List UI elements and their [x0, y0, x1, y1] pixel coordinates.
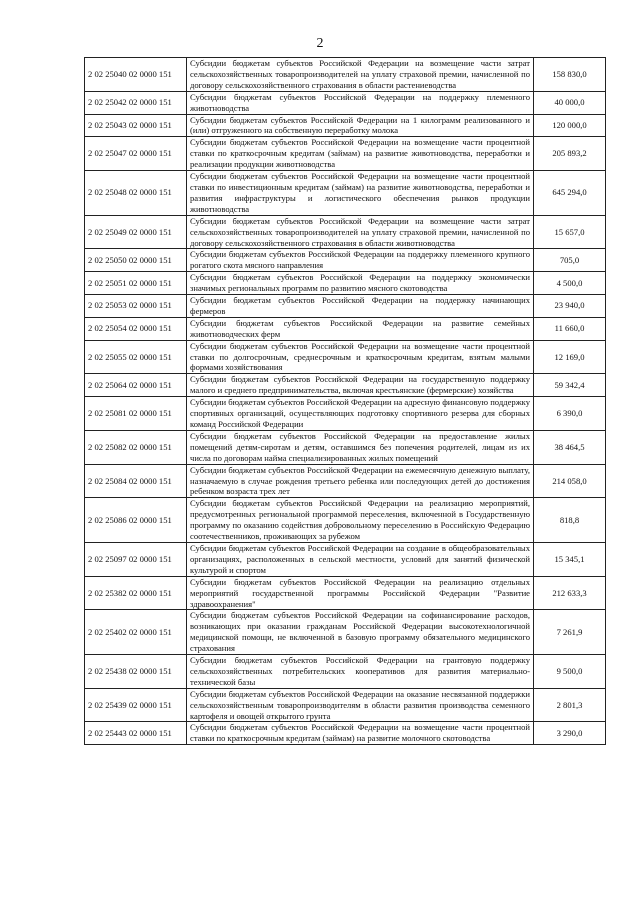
amount-cell: 212 633,3 — [534, 576, 606, 610]
table-row — [85, 249, 606, 272]
budget-code-cell: 2 02 25439 02 0000 151 — [85, 688, 187, 722]
amount-cell: 15 345,1 — [534, 542, 606, 576]
table-row — [85, 610, 606, 655]
description-cell: Субсидии бюджетам субъектов Российской Федерации на возмещение части процентной ставки по долгосрочным, среднесрочным и краткосрочным кредитам, взятым малыми формами хозяйствования — [187, 340, 534, 374]
description-cell: Субсидии бюджетам субъектов Российской Федерации на поддержку экономически значимых региональных программ по развитию мясного скотоводства — [187, 272, 534, 295]
budget-code-cell: 2 02 25086 02 0000 151 — [85, 498, 187, 543]
table-row — [85, 576, 606, 610]
table-row — [85, 722, 606, 745]
budget-code-cell: 2 02 25040 02 0000 151 — [85, 58, 187, 92]
description-cell: Субсидии бюджетам субъектов Российской Федерации на возмещение части процентной ставки по инвестиционным кредитам (займам) на развитие животноводства, переработки и развития инфраструктуры и логистического обеспечения рынков продукции животноводства — [187, 171, 534, 216]
description-cell: Субсидии бюджетам субъектов Российской Федерации на возмещение части процентной ставки по краткосрочным кредитам (займам) на развитие животноводства, переработки и реализации продукции животноводства — [187, 137, 534, 171]
budget-code-cell: 2 02 25042 02 0000 151 — [85, 91, 187, 114]
description-cell: Субсидии бюджетам субъектов Российской Федерации на ежемесячную денежную выплату, назначаемую в случае рождения третьего ребенка или последующих детей до достижения ребенком возраста трех лет — [187, 464, 534, 498]
description-cell: Субсидии бюджетам субъектов Российской Федерации на возмещение части процентной ставки по краткосрочным кредитам (займам) на развитие молочного скотоводства — [187, 722, 534, 745]
budget-code-cell: 2 02 25049 02 0000 151 — [85, 215, 187, 249]
amount-cell: 6 390,0 — [534, 397, 606, 431]
description-cell: Субсидии бюджетам субъектов Российской Федерации на грантовую поддержку сельскохозяйственных потребительских кооперативов для развития материально-технической базы — [187, 655, 534, 689]
amount-cell: 38 464,5 — [534, 430, 606, 464]
budget-table-body — [85, 58, 606, 745]
description-cell: Субсидии бюджетам субъектов Российской Федерации на возмещение части затрат сельскохозяйственных товаропроизводителей на уплату страховой премии, начисленной по договору сельскохозяйственного страхования в области животноводства — [187, 215, 534, 249]
budget-code-cell: 2 02 25064 02 0000 151 — [85, 374, 187, 397]
table-row — [85, 272, 606, 295]
budget-code-cell: 2 02 25053 02 0000 151 — [85, 295, 187, 318]
amount-cell: 205 893,2 — [534, 137, 606, 171]
table-row — [85, 171, 606, 216]
description-cell: Субсидии бюджетам субъектов Российской Федерации на развитие семейных животноводческих ферм — [187, 317, 534, 340]
description-cell: Субсидии бюджетам субъектов Российской Федерации на предоставление жилых помещений детям-сиротам и детям, оставшимся без попечения родителей, лицам из их числа по договорам найма специализированных жилых помещений — [187, 430, 534, 464]
amount-cell: 12 169,0 — [534, 340, 606, 374]
budget-code-cell: 2 02 25082 02 0000 151 — [85, 430, 187, 464]
table-row — [85, 464, 606, 498]
description-cell: Субсидии бюджетам субъектов Российской Федерации на адресную финансовую поддержку спортивных организаций, осуществляющих подготовку спортивного резерва для сборных команд Российской Федерации — [187, 397, 534, 431]
budget-code-cell: 2 02 25047 02 0000 151 — [85, 137, 187, 171]
budget-code-cell: 2 02 25382 02 0000 151 — [85, 576, 187, 610]
table-row — [85, 397, 606, 431]
description-cell: Субсидии бюджетам субъектов Российской Федерации на оказание несвязанной поддержки сельскохозяйственным товаропроизводителям в области развития производства семенного картофеля и овощей открытого грунта — [187, 688, 534, 722]
budget-code-cell: 2 02 25084 02 0000 151 — [85, 464, 187, 498]
table-row — [85, 215, 606, 249]
table-row — [85, 91, 606, 114]
description-cell: Субсидии бюджетам субъектов Российской Федерации на поддержку племенного крупного рогатого скота мясного направления — [187, 249, 534, 272]
table-row — [85, 430, 606, 464]
budget-code-cell: 2 02 25402 02 0000 151 — [85, 610, 187, 655]
table-row — [85, 295, 606, 318]
amount-cell: 7 261,9 — [534, 610, 606, 655]
amount-cell: 59 342,4 — [534, 374, 606, 397]
amount-cell: 214 058,0 — [534, 464, 606, 498]
table-row — [85, 137, 606, 171]
amount-cell: 3 290,0 — [534, 722, 606, 745]
budget-code-cell: 2 02 25054 02 0000 151 — [85, 317, 187, 340]
amount-cell: 120 000,0 — [534, 114, 606, 137]
amount-cell: 705,0 — [534, 249, 606, 272]
table-row — [85, 340, 606, 374]
budget-code-cell: 2 02 25051 02 0000 151 — [85, 272, 187, 295]
description-cell: Субсидии бюджетам субъектов Российской Федерации на 1 килограмм реализованного и (или) отгруженного на собственную переработку молока — [187, 114, 534, 137]
budget-code-cell: 2 02 25055 02 0000 151 — [85, 340, 187, 374]
table-row — [85, 655, 606, 689]
description-cell: Субсидии бюджетам субъектов Российской Федерации на государственную поддержку малого и среднего предпринимательства, включая крестьянские (фермерские) хозяйства — [187, 374, 534, 397]
description-cell: Субсидии бюджетам субъектов Российской Федерации на создание в общеобразовательных организациях, расположенных в сельской местности, условий для занятий физической культурой и спортом — [187, 542, 534, 576]
amount-cell: 158 830,0 — [534, 58, 606, 92]
budget-code-cell: 2 02 25097 02 0000 151 — [85, 542, 187, 576]
description-cell: Субсидии бюджетам субъектов Российской Федерации на софинансирование расходов, возникающих при оказании гражданам Российской Федерации высокотехнологичной медицинской помощи, не включенной в базовую программу обязательного медицинского страхования — [187, 610, 534, 655]
budget-code-cell: 2 02 25438 02 0000 151 — [85, 655, 187, 689]
description-cell: Субсидии бюджетам субъектов Российской Федерации на поддержку племенного животноводства — [187, 91, 534, 114]
budget-code-cell: 2 02 25050 02 0000 151 — [85, 249, 187, 272]
amount-cell: 11 660,0 — [534, 317, 606, 340]
budget-code-cell: 2 02 25043 02 0000 151 — [85, 114, 187, 137]
budget-code-cell: 2 02 25443 02 0000 151 — [85, 722, 187, 745]
description-cell: Субсидии бюджетам субъектов Российской Федерации на поддержку начинающих фермеров — [187, 295, 534, 318]
amount-cell: 4 500,0 — [534, 272, 606, 295]
table-row — [85, 58, 606, 92]
amount-cell: 9 500,0 — [534, 655, 606, 689]
budget-code-cell: 2 02 25048 02 0000 151 — [85, 171, 187, 216]
table-row — [85, 114, 606, 137]
amount-cell: 15 657,0 — [534, 215, 606, 249]
table-row — [85, 542, 606, 576]
page-number: 2 — [316, 36, 324, 51]
description-cell: Субсидии бюджетам субъектов Российской Федерации на возмещение части затрат сельскохозяйственных товаропроизводителей на уплату страховой премии, начисленной по договору сельскохозяйственного страхования в области растениеводства — [187, 58, 534, 92]
description-cell: Субсидии бюджетам субъектов Российской Федерации на реализацию отдельных мероприятий государственной программы Российской Федерации "Развитие здравоохранения" — [187, 576, 534, 610]
budget-code-cell: 2 02 25081 02 0000 151 — [85, 397, 187, 431]
description-cell: Субсидии бюджетам субъектов Российской Федерации на реализацию мероприятий, предусмотренных региональной программой переселения, включенной в Государственную программу по оказанию содействия добровольному переселению в Российскую Федерацию соотечественников, проживающих за рубежом — [187, 498, 534, 543]
amount-cell: 645 294,0 — [534, 171, 606, 216]
table-row — [85, 498, 606, 543]
table-row — [85, 688, 606, 722]
amount-cell: 818,8 — [534, 498, 606, 543]
amount-cell: 23 940,0 — [534, 295, 606, 318]
amount-cell: 2 801,3 — [534, 688, 606, 722]
table-row — [85, 317, 606, 340]
table-row — [85, 374, 606, 397]
budget-table — [84, 57, 606, 745]
amount-cell: 40 000,0 — [534, 91, 606, 114]
